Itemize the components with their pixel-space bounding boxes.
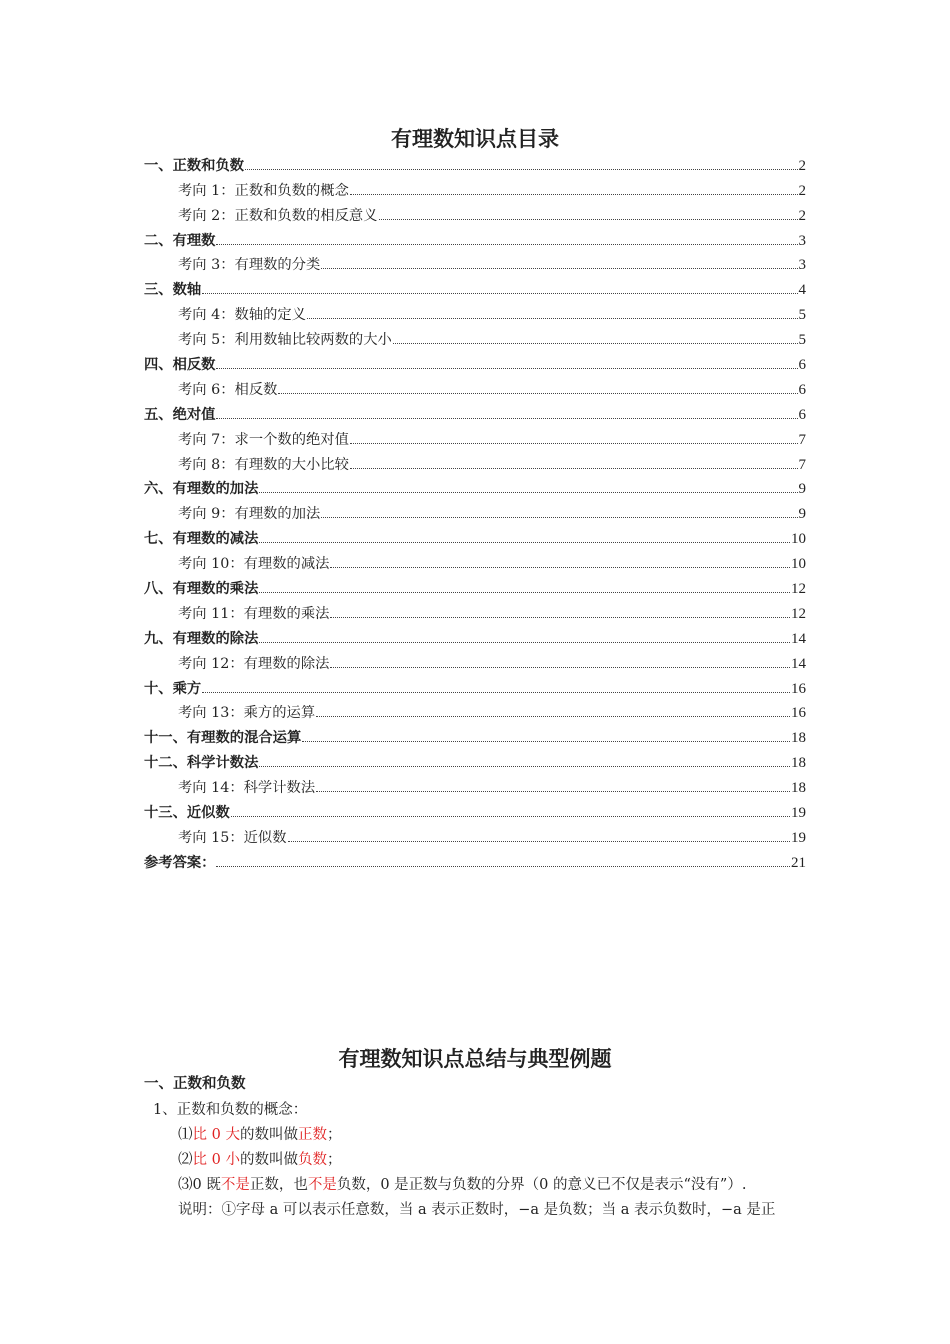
toc-section-entry[interactable]: [144, 474, 806, 499]
dot-leader: [330, 567, 790, 568]
toc-section-entry[interactable]: [144, 150, 806, 175]
dot-leader: [321, 268, 797, 269]
toc-entry-label: 考向 11：有理数的乘法: [178, 605, 330, 622]
toc-entry-label: 考向 13：乘方的运算: [178, 705, 316, 722]
dot-leader: [350, 468, 798, 469]
dot-leader: [259, 766, 790, 767]
section-heading: 一、正数和负数: [144, 1075, 246, 1092]
plain-text: 0 既: [192, 1177, 221, 1193]
toc-subsection-entry[interactable]: [144, 772, 806, 797]
toc-entry-label: 考向 8：有理数的大小比较: [178, 456, 349, 473]
toc-entry-label: 考向 14：科学计数法: [178, 780, 316, 797]
toc-subsection-entry[interactable]: [144, 698, 806, 723]
toc-subsection-entry[interactable]: [144, 648, 806, 673]
toc-entry-label: 一、正数和负数: [144, 157, 245, 174]
toc-subsection-entry[interactable]: [144, 498, 806, 523]
toc-page-number: 12: [791, 581, 806, 598]
toc-page-number: 18: [791, 755, 806, 772]
toc-page-number: 2: [798, 157, 806, 174]
toc-entry-label: 十一、有理数的混合运算: [144, 730, 302, 747]
toc-subsection-entry[interactable]: [144, 374, 806, 399]
toc-section-entry[interactable]: [144, 747, 806, 772]
plain-text: ；: [326, 1152, 342, 1168]
dot-leader: [379, 219, 798, 220]
toc-page-number: 14: [791, 655, 806, 672]
toc-subsection-entry[interactable]: [144, 548, 806, 573]
plain-text: 的数叫做: [239, 1127, 298, 1143]
dot-leader: [288, 841, 790, 842]
toc-entry-label: 八、有理数的乘法: [144, 581, 259, 598]
toc-section-entry[interactable]: [144, 673, 806, 698]
toc-page-number: 19: [791, 805, 806, 822]
toc-page-number: 21: [791, 854, 806, 871]
toc-page-number: 19: [791, 829, 806, 846]
toc-page-number: 5: [798, 307, 806, 324]
highlight-text: 不是: [220, 1177, 250, 1193]
toc-subsection-entry[interactable]: [144, 299, 806, 324]
toc-entry-label: 六、有理数的加法: [144, 481, 259, 498]
point-heading: 1、正数和负数的概念：: [153, 1102, 308, 1118]
highlight-text: 正数: [297, 1127, 327, 1143]
toc-page-number: 7: [798, 431, 806, 448]
toc-entry-label: 三、数轴: [144, 282, 202, 299]
toc-page-number: 6: [798, 406, 806, 423]
toc-page-number: 3: [798, 232, 806, 249]
toc-entry-label: 考向 12：有理数的除法: [178, 655, 330, 672]
toc-entry-label: 考向 6：相反数: [178, 381, 278, 398]
toc-page-number: 6: [798, 381, 806, 398]
plain-text: ；: [326, 1127, 342, 1143]
dot-leader: [259, 592, 790, 593]
dot-leader: [202, 293, 797, 294]
toc-page-number: 2: [798, 207, 806, 224]
dot-leader: [278, 393, 797, 394]
toc-entry-label: 四、相反数: [144, 357, 216, 374]
toc-section-entry[interactable]: [144, 349, 806, 374]
toc-section-entry[interactable]: [144, 523, 806, 548]
toc-page-number: 14: [791, 630, 806, 647]
toc-page-number: 2: [798, 182, 806, 199]
toc-title: 有理数知识点目录: [391, 126, 559, 151]
toc-page-number: 10: [791, 556, 806, 573]
toc-entry-label: 考向 15：近似数: [178, 829, 287, 846]
dot-leader: [245, 169, 797, 170]
toc-section-entry[interactable]: [144, 573, 806, 598]
plain-text: 的数叫做: [239, 1152, 298, 1168]
dot-leader: [302, 741, 790, 742]
highlight-text: 比 0 大: [192, 1127, 240, 1143]
toc-page-number: 9: [798, 506, 806, 523]
toc-page-number: 12: [791, 605, 806, 622]
definition-positive: [178, 1123, 341, 1144]
toc-section-entry[interactable]: [144, 623, 806, 648]
plain-text: 负数，0 是正数与负数的分界（0 的意义已不仅是表示“没有”）.: [336, 1177, 747, 1193]
note-text: 说明：①字母 a 可以表示任意数，当 a 表示正数时，−a 是负数；当 a 表示负数时，−a 是正: [178, 1202, 776, 1218]
toc-page-number: 4: [798, 282, 806, 299]
dot-leader: [393, 343, 798, 344]
toc-entry-label: 考向 10：有理数的减法: [178, 556, 330, 573]
dot-leader: [259, 492, 797, 493]
toc-page-number: 7: [798, 456, 806, 473]
toc-subsection-entry[interactable]: [144, 175, 806, 200]
dot-leader: [259, 542, 790, 543]
toc-entry-label: 十三、近似数: [144, 805, 230, 822]
summary-title: 有理数知识点总结与典型例题: [338, 1046, 612, 1071]
toc-section-entry[interactable]: [144, 797, 806, 822]
toc-entry-label: 十、乘方: [144, 680, 202, 697]
toc-entry-label: 考向 2：正数和负数的相反意义: [178, 207, 378, 224]
toc-section-entry[interactable]: [144, 399, 806, 424]
toc-subsection-entry[interactable]: [144, 200, 806, 225]
plain-text: 正数，也: [249, 1177, 308, 1193]
dot-leader: [316, 716, 790, 717]
toc-entry-label: 考向 9：有理数的加法: [178, 506, 321, 523]
toc-page-number: 5: [798, 332, 806, 349]
dot-leader: [202, 692, 790, 693]
toc-entry-label: 七、有理数的减法: [144, 531, 259, 548]
dot-leader: [216, 418, 797, 419]
toc-subsection-entry[interactable]: [144, 250, 806, 275]
toc-section-entry[interactable]: [144, 225, 806, 250]
dot-leader: [316, 791, 790, 792]
toc-entry-label: 参考答案：: [144, 854, 216, 871]
toc-page-number: 10: [791, 531, 806, 548]
definition-zero: [178, 1173, 746, 1194]
dot-leader: [259, 642, 790, 643]
toc-page-number: 16: [791, 705, 806, 722]
toc-subsection-entry[interactable]: [144, 324, 806, 349]
toc-subsection-entry[interactable]: [144, 822, 806, 847]
toc-page-number: 18: [791, 730, 806, 747]
toc-entry-label: 二、有理数: [144, 232, 216, 249]
definition-negative: [178, 1148, 341, 1169]
dot-leader: [216, 866, 790, 867]
dot-leader: [350, 194, 798, 195]
dot-leader: [216, 368, 797, 369]
toc-subsection-entry[interactable]: [144, 424, 806, 449]
toc-entry-label: 考向 1：正数和负数的概念: [178, 182, 349, 199]
toc-entry-label: 考向 3：有理数的分类: [178, 257, 321, 274]
toc-section-entry[interactable]: [144, 847, 806, 872]
toc-section-entry[interactable]: [144, 722, 806, 747]
dot-leader: [321, 517, 797, 518]
toc-entry-label: 五、绝对值: [144, 406, 216, 423]
dot-leader: [330, 667, 790, 668]
toc-entry-label: 考向 5：利用数轴比较两数的大小: [178, 332, 392, 349]
toc-entry-label: 十二、科学计数法: [144, 755, 259, 772]
highlight-text: 负数: [297, 1152, 327, 1168]
toc-page-number: 6: [798, 357, 806, 374]
toc-page-number: 9: [798, 481, 806, 498]
highlight-text: 不是: [307, 1177, 337, 1193]
toc-subsection-entry[interactable]: [144, 449, 806, 474]
toc-page-number: 3: [798, 257, 806, 274]
toc-subsection-entry[interactable]: [144, 598, 806, 623]
dot-leader: [216, 244, 797, 245]
dot-leader: [350, 443, 798, 444]
item-number: ⑵: [178, 1152, 193, 1168]
table-of-contents: [144, 150, 806, 872]
toc-section-entry[interactable]: [144, 274, 806, 299]
dot-leader: [231, 816, 790, 817]
dot-leader: [307, 318, 797, 319]
toc-page-number: 16: [791, 680, 806, 697]
highlight-text: 比 0 小: [192, 1152, 240, 1168]
dot-leader: [330, 617, 790, 618]
toc-page-number: 18: [791, 780, 806, 797]
item-number: ⑶: [178, 1177, 193, 1193]
item-number: ⑴: [178, 1127, 193, 1143]
toc-entry-label: 九、有理数的除法: [144, 630, 259, 647]
toc-entry-label: 考向 4：数轴的定义: [178, 307, 307, 324]
toc-entry-label: 考向 7：求一个数的绝对值: [178, 431, 349, 448]
